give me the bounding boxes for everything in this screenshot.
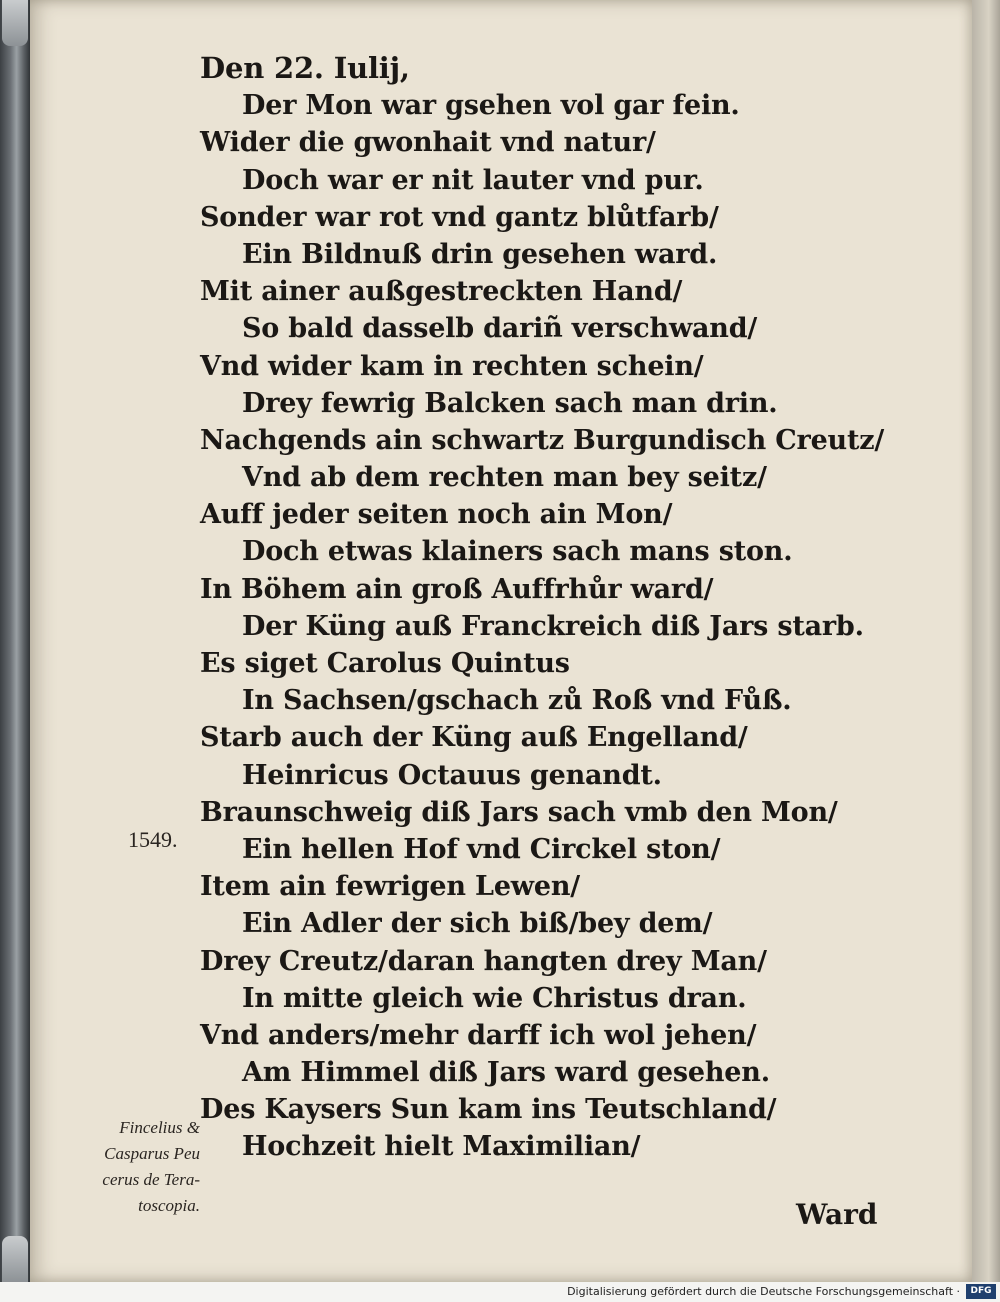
verse-line: Drey fewrig Balcken sach man drin. bbox=[242, 387, 778, 419]
verse-line: Ein Adler der sich biß/bey dem/ bbox=[242, 908, 713, 940]
verse-line: In Böhem ain groß Auffrhůr ward/ bbox=[200, 573, 714, 605]
verse-line: Nachgends ain schwartz Burgundisch Creutz/ bbox=[200, 424, 885, 456]
margin-note bbox=[50, 1115, 200, 1219]
viewer-footer bbox=[0, 1282, 1000, 1302]
verse-line: In Sachsen/gschach zů Roß vnd Fůß. bbox=[242, 685, 792, 717]
verse-line: Doch etwas klainers sach mans ston. bbox=[242, 536, 793, 568]
verse-line: Item ain fewrigen Lewen/ bbox=[200, 871, 580, 903]
margin-note-line: cerus de Tera- bbox=[102, 1170, 200, 1189]
year-marker: 1549. bbox=[128, 827, 178, 852]
funding-credit: Digitalisierung gefördert durch die Deutsche Forschungsgemeinschaft · bbox=[567, 1285, 960, 1298]
verse-line: Den 22. Iulij, bbox=[200, 51, 410, 85]
verse-line: Der Mon war gsehen vol gar fein. bbox=[242, 90, 740, 122]
verse-line: Heinricus Octauus genandt. bbox=[242, 759, 662, 791]
verse-line: In mitte gleich wie Christus dran. bbox=[242, 982, 747, 1014]
binding-clip-top bbox=[2, 0, 28, 46]
catchword: Ward bbox=[796, 1198, 878, 1231]
verse-line: Hochzeit hielt Maximilian/ bbox=[242, 1131, 641, 1163]
verse-line: Des Kaysers Sun kam ins Teutschland/ bbox=[200, 1094, 777, 1126]
verse-line: Ein Bildnuß drin gesehen ward. bbox=[242, 238, 718, 270]
book-spine bbox=[0, 0, 30, 1282]
verse-line: Starb auch der Küng auß Engelland/ bbox=[200, 722, 748, 754]
verse-line: Es siget Carolus Quintus bbox=[200, 648, 570, 679]
margin-note-line: Fincelius & bbox=[119, 1118, 200, 1137]
verse-line: Wider die gwonhait vnd natur/ bbox=[200, 127, 656, 159]
verse-line: Ein hellen Hof vnd Circkel ston/ bbox=[242, 833, 721, 865]
next-page-edge bbox=[972, 0, 1000, 1282]
verse-line: Sonder war rot vnd gantz blůtfarb/ bbox=[200, 201, 719, 233]
verse-line: Vnd wider kam in rechten schein/ bbox=[200, 350, 704, 382]
verse-line: Vnd anders/mehr darff ich wol jehen/ bbox=[200, 1019, 757, 1051]
verse-line: Am Himmel diß Jars ward gesehen. bbox=[242, 1057, 770, 1089]
verse-text-block bbox=[200, 50, 900, 1166]
verse-line: Vnd ab dem rechten man bey seitz/ bbox=[242, 462, 767, 494]
dfg-logo-icon: DFG bbox=[966, 1284, 996, 1299]
verse-line: Der Küng auß Franckreich diß Jars starb. bbox=[242, 610, 864, 642]
verse-line: Doch war er nit lauter vnd pur. bbox=[242, 164, 704, 196]
margin-note-line: Casparus Peu bbox=[104, 1144, 200, 1163]
binding-clip-bottom bbox=[2, 1236, 28, 1282]
margin-note-line: toscopia. bbox=[138, 1196, 200, 1215]
verse-line: Braunschweig diß Jars sach vmb den Mon/ bbox=[200, 796, 838, 828]
verse-line: Auff jeder seiten noch ain Mon/ bbox=[200, 499, 673, 531]
verse-line: So bald dasselb dariñ verschwand/ bbox=[242, 313, 758, 345]
verse-line: Mit ainer außgestreckten Hand/ bbox=[200, 276, 683, 308]
verse-line: Drey Creutz/daran hangten drey Man/ bbox=[200, 945, 767, 977]
